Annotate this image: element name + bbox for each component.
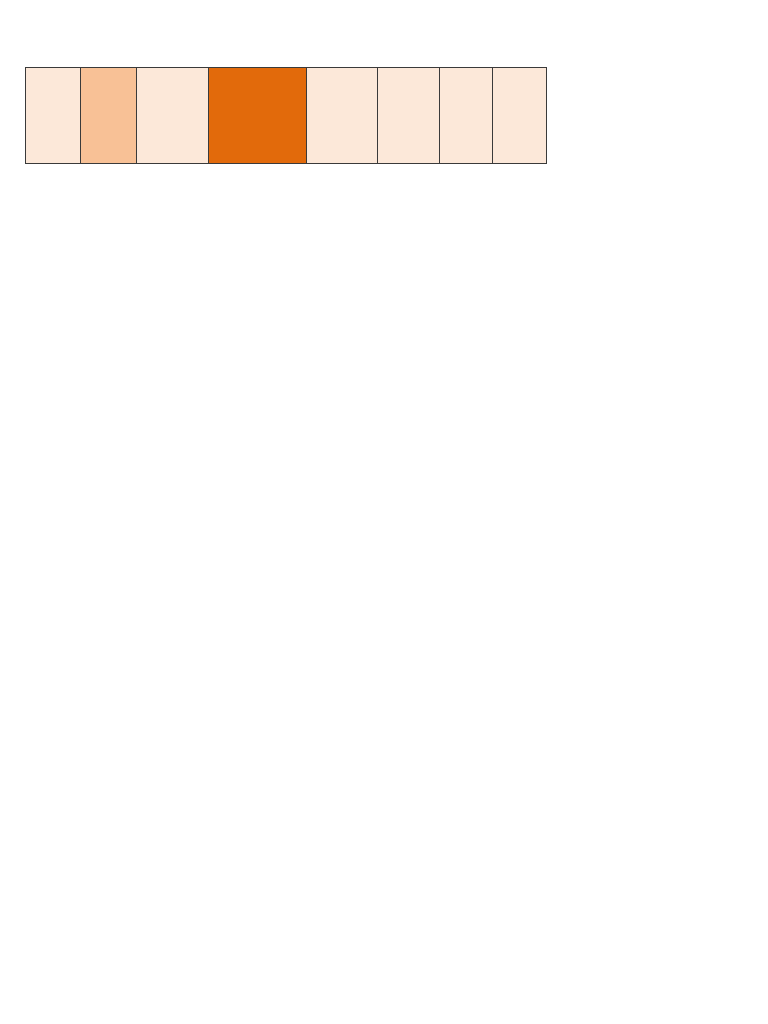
header-primary-stress bbox=[209, 68, 307, 164]
header-weak-5 bbox=[440, 68, 493, 164]
header-weak-3 bbox=[307, 68, 378, 164]
header-row bbox=[26, 68, 547, 164]
header-weak-6 bbox=[493, 68, 547, 164]
header-weak-2 bbox=[137, 68, 209, 164]
header-weak-4 bbox=[378, 68, 440, 164]
syllable-grid bbox=[25, 67, 547, 164]
header-weak-1 bbox=[26, 68, 81, 164]
legend bbox=[554, 78, 764, 91]
header-secondary-stress bbox=[81, 68, 137, 164]
